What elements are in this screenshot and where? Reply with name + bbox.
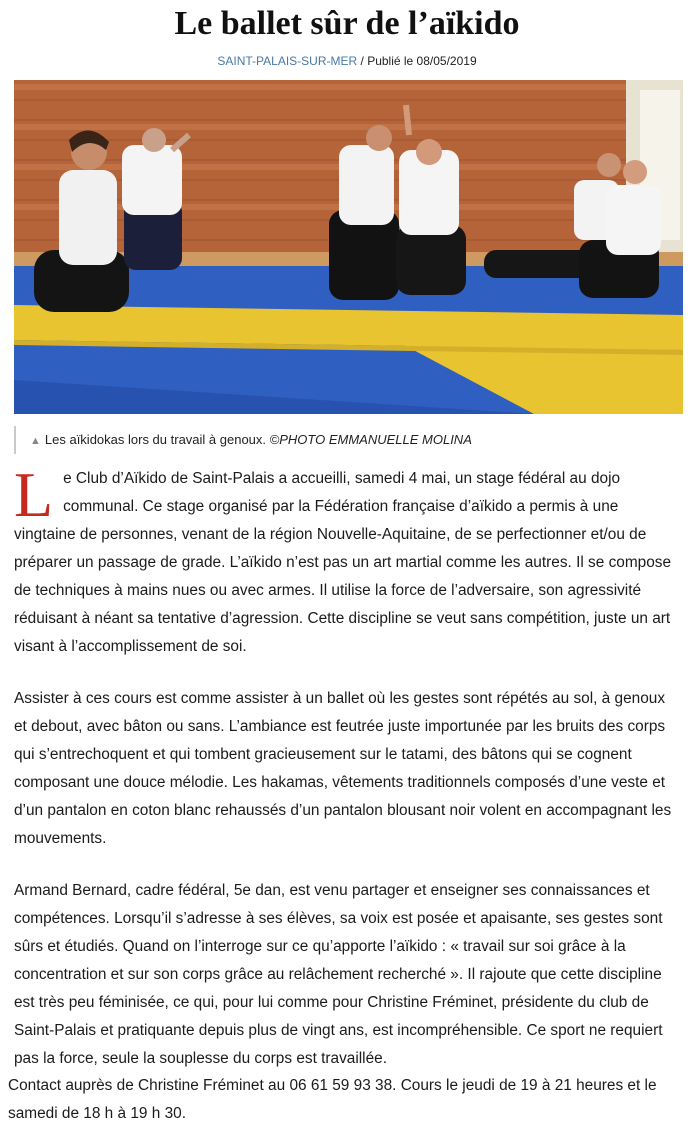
article-meta bbox=[0, 52, 694, 70]
caption-text: Les aïkidokas lors du travail à genoux. bbox=[44, 432, 267, 447]
contact-info: Contact auprès de Christine Fréminet au 06 61 59 93 38. Cours le jeudi de 19 à 21 heures et le samedi de 18 h à 19 h 30. bbox=[8, 1077, 657, 1122]
article-title: Le ballet sûr de l’aïkido bbox=[174, 5, 520, 42]
publish-date: Publié le 08/05/2019 bbox=[367, 54, 477, 68]
meta-separator: / bbox=[357, 54, 368, 68]
photo-credit: ©PHOTO EMMANUELLE MOLINA bbox=[269, 432, 472, 447]
photo-caption bbox=[14, 426, 683, 454]
paragraph-1-text: e Club d’Aïkido de Saint-Palais a accueilli, samedi 4 mai, un stage fédéral au dojo communal. Ce stage organisé par la Fédération française d’aïkido a permis à une vingtaine de personnes, venant de la région Nouvelle-Aquitaine, de se perfectionner et/ou de préparer un passage de grade. L’aïkido n’est pas un art martial comme les autres. Il se compose de techniques à mains nues ou avec armes. Il utilise la force de l’adversaire, son agressivité réduisant à néant sa tentative d’agression. Cette discipline se veut sans compétition, juste un art visant à l’accomplissement de soi. bbox=[14, 470, 672, 655]
dropcap-letter: L bbox=[14, 459, 54, 530]
location-link[interactable]: SAINT-PALAIS-SUR-MER bbox=[217, 54, 358, 68]
paragraph-3: Armand Bernard, cadre fédéral, 5e dan, est venu partager et enseigner ses connaissances et compétences. Lorsqu’il s’adresse à ses élèves, sa voix est posée et apaisante, ses gestes sont sûrs et étudiés. Quand on l’interroge sur ce qu’apporte l’aïkido : « travail sur soi grâce à la concentration et sur son corps grâce au relâchement recherché ». Il rajoute que cette discipline est très peu féminisée, ce qui, pour lui comme pour Christine Fréminet, présidente du club de Saint-Palais et pratiquante depuis plus de vingt ans, est incompréhensible. Ce sport ne requiert pas la force, seule la souplesse du corps est travaillée. bbox=[14, 882, 663, 1067]
article-body bbox=[14, 459, 678, 1097]
paragraph-1 bbox=[14, 459, 678, 661]
triangle-up-icon: ▲ bbox=[30, 435, 41, 447]
paragraph-2: Assister à ces cours est comme assister à un ballet où les gestes sont répétés au sol, à genoux et debout, avec bâton ou sans. L’ambiance est feutrée juste importunée par les bruits des corps qui s’entrechoquent et qui tombent gracieusement sur le tatami, des bâtons qui se cognent composant une douce mélodie. Les hakamas, vêtements traditionnels composés d’une veste et d’un pantalon en coton blanc rehaussés d’un pantalon blousant noir volent en accompagnant les mouvements. bbox=[14, 690, 672, 847]
article-photo bbox=[14, 80, 683, 414]
